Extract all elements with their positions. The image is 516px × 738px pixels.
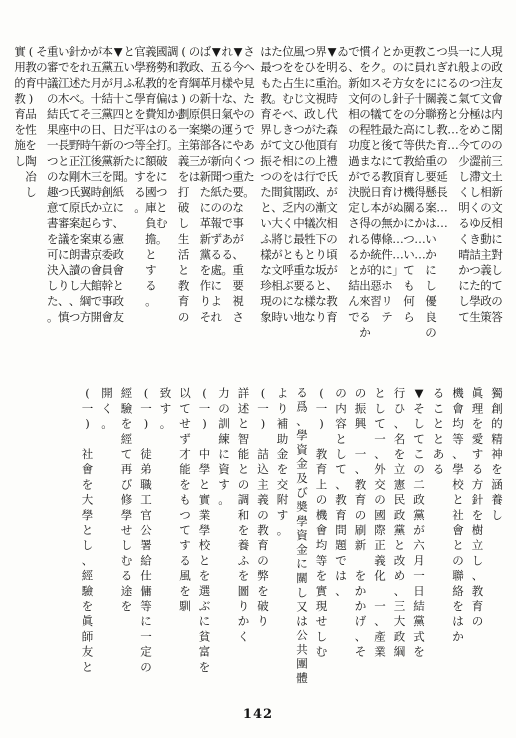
text-column: (一) 教育上の機會均等を實現せしむ [315, 386, 328, 659]
text-column: (一) 徒弟職工官公署給仕傭等に一定の [140, 386, 152, 674]
text-column: 實用的教育を施し [14, 44, 26, 168]
text-column: の政綱の原案第三は [188, 44, 201, 184]
text-column: 眞理を愛する方針を樹立し、教育の [471, 386, 484, 629]
text-column: イクスの犠牲となる日本の傳統的惡習 [370, 44, 382, 309]
text-column: ▼五月十日の各新聞紙の報ずる處によれ [210, 44, 223, 324]
text-column: 人の注文はこの前文相の反動主義的政策 [480, 44, 492, 324]
text-column: ば、革新倶樂部が新たに革新黨を作りそ [199, 44, 212, 324]
text-column: ▼今や、やうやく重要な事が、重要視さ [232, 44, 244, 324]
page-number: 142 [242, 707, 274, 722]
text-column: 機會均等、學校と社會との聯絡をはか [452, 386, 464, 644]
text-column: 重審議の結果一つの趣意書を可決した。 [47, 44, 59, 324]
text-column: 致す。 [159, 386, 172, 431]
text-column: より補助金を交附す。 [276, 386, 289, 537]
text-column: 力の訓練に資す。 [218, 386, 230, 507]
text-column: 風を生じ、つひには閣内中最も重要な地 [293, 44, 305, 324]
text-column: 一般の氣分を今少しく明るく晴かにして [458, 44, 470, 324]
text-column: 經驗を經て再び修學せしむる途を [120, 386, 133, 613]
text-column: これに關聯した重要懸案はいかにし優良の [425, 44, 437, 340]
lower-text-block [81, 385, 504, 685]
text-column: によつて極めて澀滯しくゆき詰つた學生 [469, 44, 481, 324]
text-column: ることとある [432, 386, 445, 477]
text-column: 獨創的精神を涵養し [491, 386, 503, 522]
text-column: れる樣な氣運に向つたのである。 [221, 44, 233, 277]
text-column: ▼五月十四日の新聞紙に、憲政會と政友 [112, 44, 124, 324]
text-column: かの方針をたてて頂けぬか… …」 [392, 44, 404, 277]
text-column: 官學私學を平等にする。 [134, 44, 146, 215]
text-column: 以てせず才能をもつてする風を馴 [179, 386, 191, 613]
text-column: その中 [36, 44, 48, 90]
text-column: が五月十三日午後三時から東京會館で開 [90, 44, 103, 324]
text-column: 呉れること… … [447, 44, 459, 153]
text-column: 慣を如何の程度まで脱し得るかが出來るか [359, 44, 371, 340]
text-column: といふことだつた。 [123, 44, 135, 184]
text-column: で、新文相の功過が決定されると結んで [348, 44, 360, 324]
text-column: 更に女子の高等教育機關についても何ら [403, 44, 415, 324]
text-column: と。そして最後に教育が無條件にホリテ [381, 44, 393, 324]
text-column: ▼そしてこの二政黨が六月一日結黨式を [413, 386, 425, 659]
upper-text-block [14, 45, 503, 340]
text-column: たつた。そしてその間、大將が文相の時 [271, 44, 283, 324]
text-column: (一) 社會を大學とし、經驗を眞師友と [81, 386, 94, 674]
text-column: 本黨が結黨、新黨を創立する委員幹事會 [101, 44, 114, 324]
text-column: 義務教育費は全額を國庫負擔とする。 [145, 44, 157, 309]
text-column: は最も教育界が振つたといふ樣な珍現象 [260, 44, 272, 324]
text-column: さへ見たのであつた。 [243, 44, 255, 199]
text-column: 國勢的偏知の打破につとむ。 [156, 44, 168, 246]
text-column: かれた。その時江木翼氏起案書の大綱方 [79, 44, 92, 324]
text-column: 行ひ、名を立憲民政黨と改め、三大政綱 [393, 386, 406, 659]
text-column: 調和をはかる。 [166, 44, 179, 153]
text-column: る爲、學資金及び奬學資金に關し又は公共團體 [296, 385, 308, 685]
text-column: つぎに義務教育の延長… … [436, 44, 448, 231]
text-column: (教育)品性を陶冶し [25, 44, 37, 199]
text-column: (一) 中學と實業學校とを選ぶに貧富を [198, 386, 211, 674]
text-column: ゐる。 [337, 44, 349, 90]
text-column: ▼明治時代森有禮氏が文相の頃が、教育 [326, 44, 338, 324]
text-column: (一) 詰込主義の教育の弊を破り [257, 386, 269, 629]
text-column: 現政友會内閣の三土新文相に對しての答 [491, 44, 503, 324]
text-column: (教育)劃一主義を打破し生活と教育の [177, 44, 190, 324]
text-column: つひに文政が他の行政の犠牲となる樣な [304, 44, 316, 324]
text-column: 教員を十分に供給し得るか… … [414, 44, 426, 262]
text-column: 位を占むべき文相を貧乏くじと呼ぶにい [282, 44, 294, 324]
text-column: 開く。 [101, 386, 113, 431]
text-column: の内容として、教育問題では、 [335, 386, 347, 598]
text-column: 界を重視した頂上で、漸次下り坂となり [315, 44, 327, 324]
text-column: として一、外交の國際正義化 一、產業 [374, 386, 386, 659]
text-column: 詳述と智能との調和を養ふを圖りかく [237, 386, 250, 644]
text-column: の振興 一、教育の刷新 をかかげ、そ [354, 386, 367, 659]
text-column: いで江木氏座長となつて審議に入り、慎 [57, 44, 70, 324]
text-column: 針を述べて中野正剛氏原案を朗讀し、つ [68, 44, 81, 324]
